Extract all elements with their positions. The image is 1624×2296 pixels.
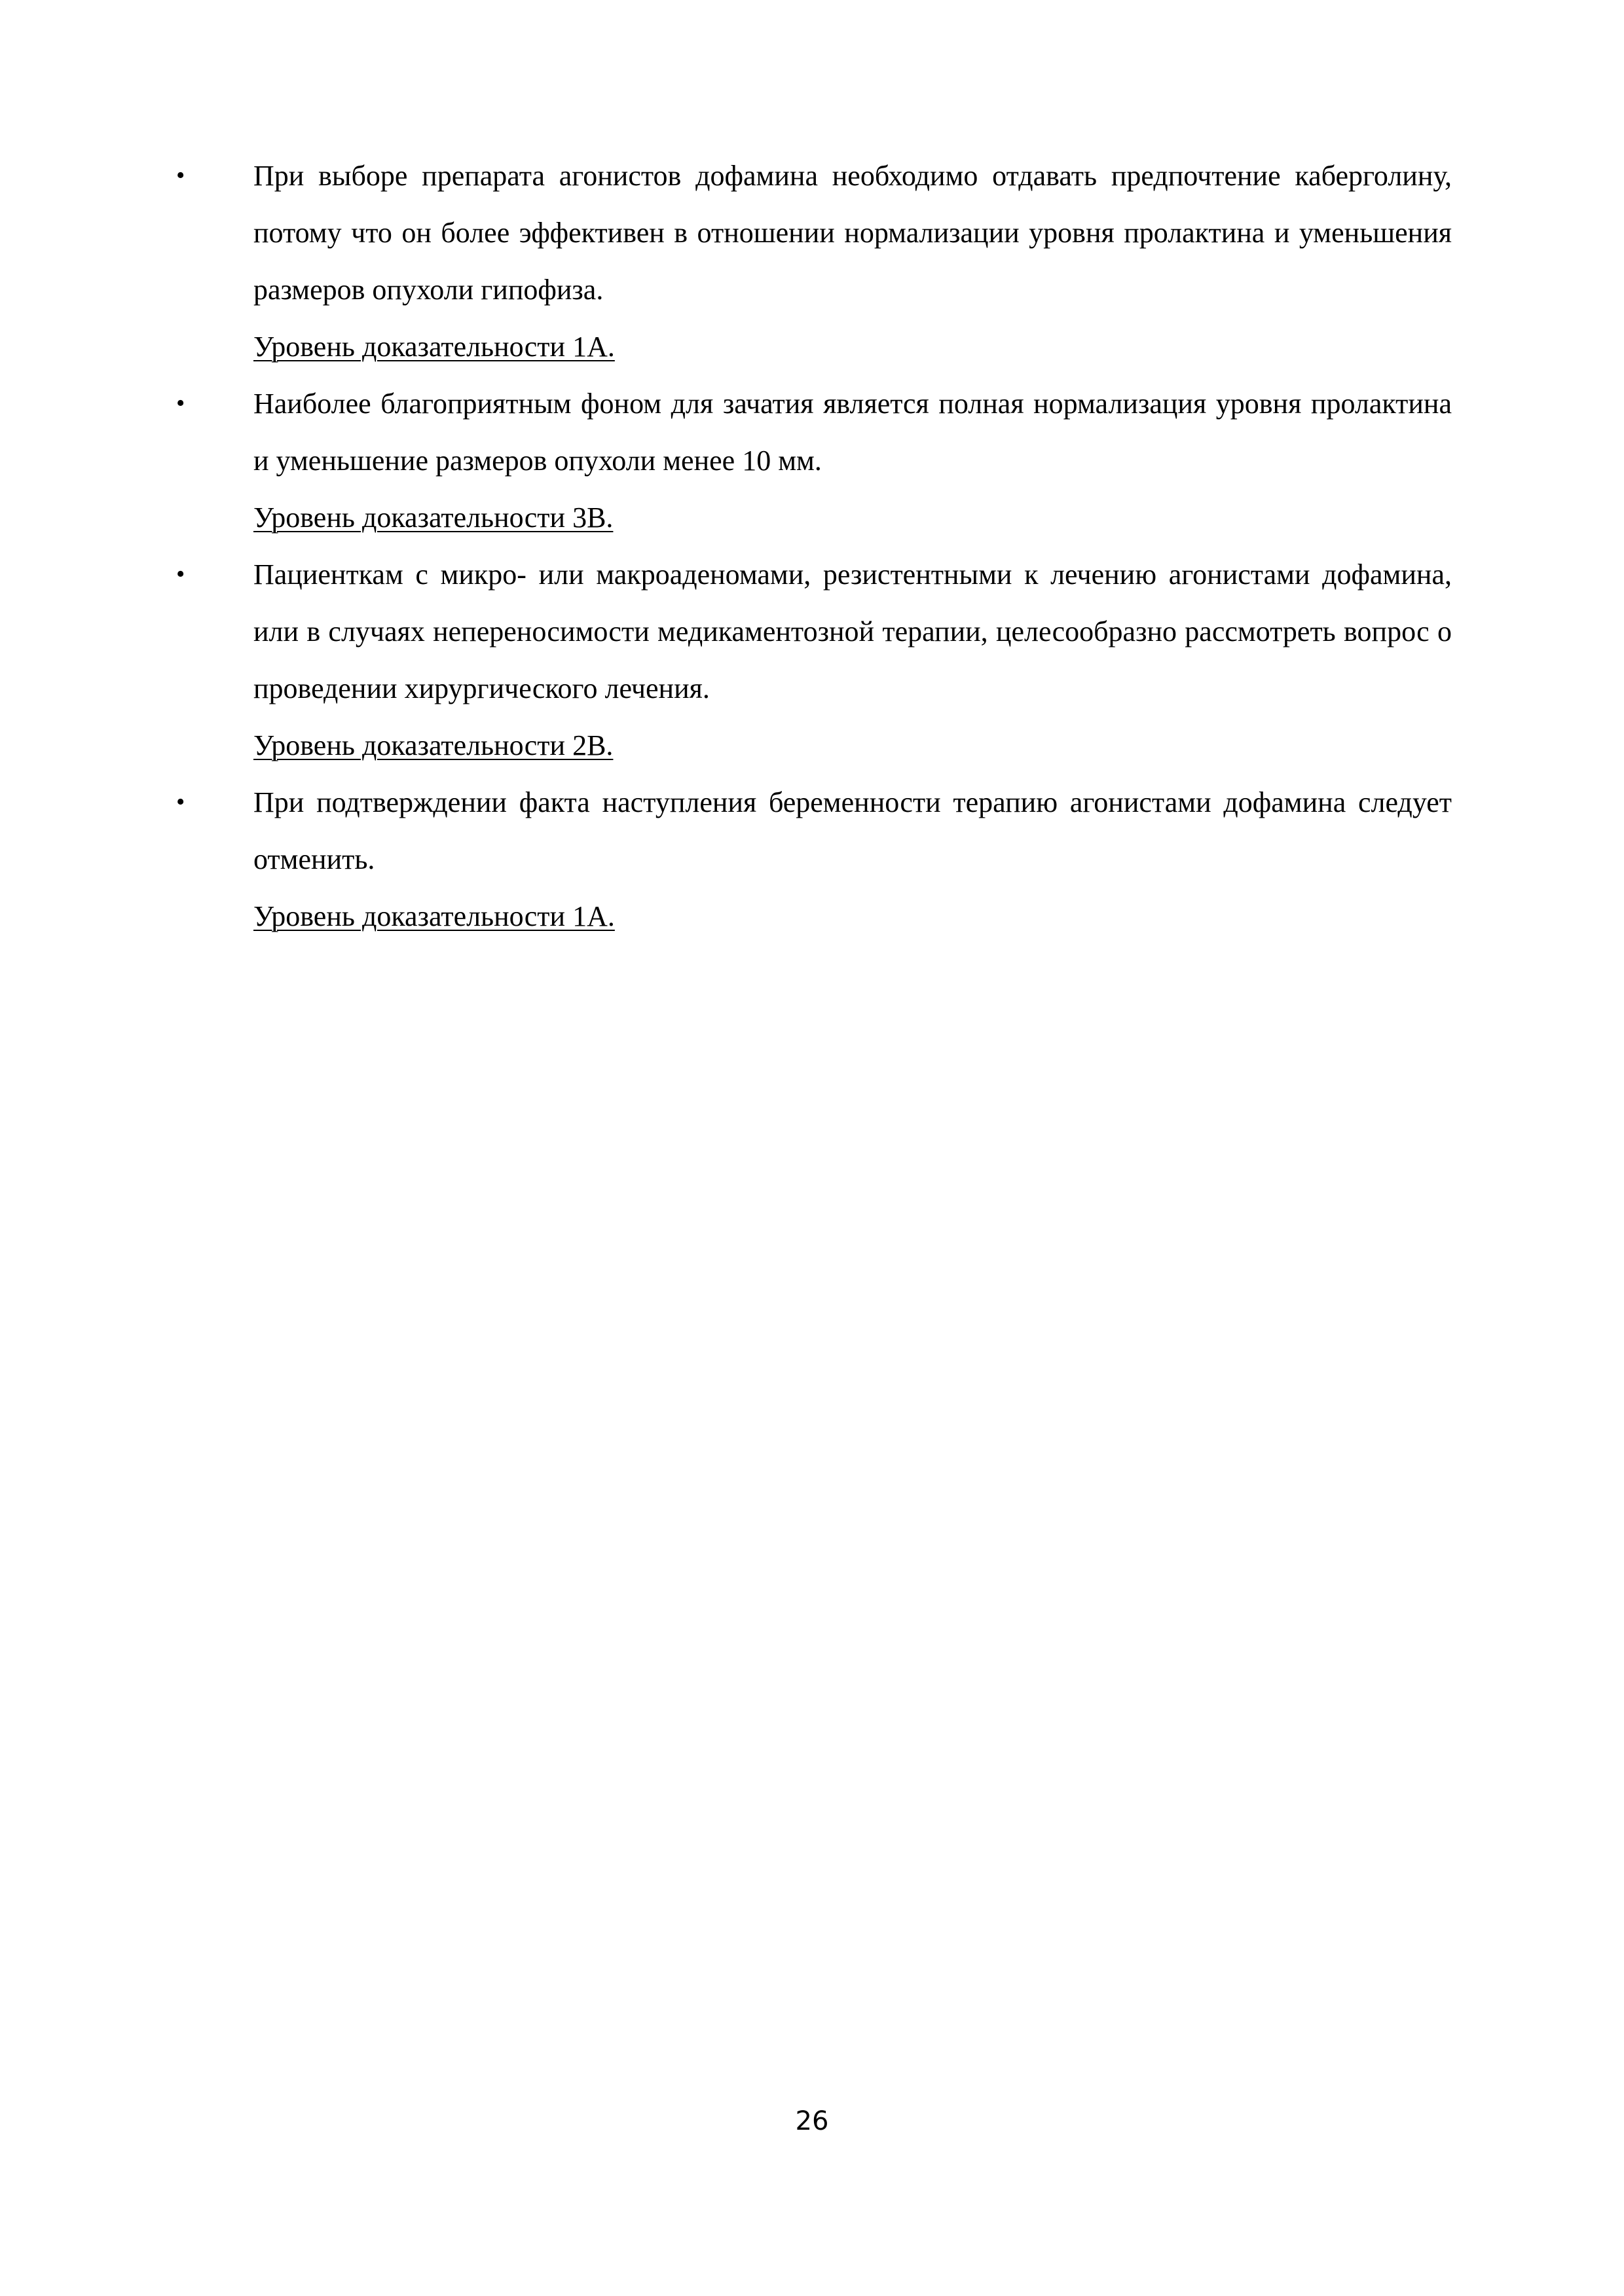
recommendation-text: Пациенткам с микро- или макроаденомами, резистентными к лечению агонистами дофамина, или в случаях непереносимости медикаментозной терапии, целесообразно рассмотреть вопрос о проведении хирургического лечения. bbox=[253, 558, 1452, 704]
bullet-icon: • bbox=[176, 788, 185, 816]
list-item bbox=[167, 375, 1452, 546]
list-item bbox=[167, 147, 1452, 375]
bullet-icon: • bbox=[176, 390, 185, 417]
recommendation-text: При подтверждении факта наступления беременности терапию агонистами дофамина следует отменить. bbox=[253, 786, 1452, 875]
evidence-level: Уровень доказательности 1А. bbox=[253, 331, 615, 363]
recommendations-list bbox=[167, 147, 1452, 945]
list-item bbox=[167, 546, 1452, 774]
evidence-level: Уровень доказательности 2В. bbox=[253, 729, 614, 761]
recommendation-text: Наиболее благоприятным фоном для зачатия является полная нормализация уровня пролактина и уменьшение размеров опухоли менее 10 мм. bbox=[253, 388, 1452, 477]
recommendation-text: При выборе препарата агонистов дофамина необходимо отдавать предпочтение каберголину, потому что он более эффективен в отношении нормализации уровня пролактина и уменьшения размеров опухоли гипофиза. bbox=[253, 160, 1452, 306]
evidence-level: Уровень доказательности 1А. bbox=[253, 900, 615, 932]
bullet-icon: • bbox=[176, 162, 185, 189]
bullet-icon: • bbox=[176, 560, 185, 588]
page-number: 26 bbox=[795, 2106, 829, 2136]
list-item bbox=[167, 774, 1452, 945]
evidence-level: Уровень доказательности 3В. bbox=[253, 501, 614, 534]
